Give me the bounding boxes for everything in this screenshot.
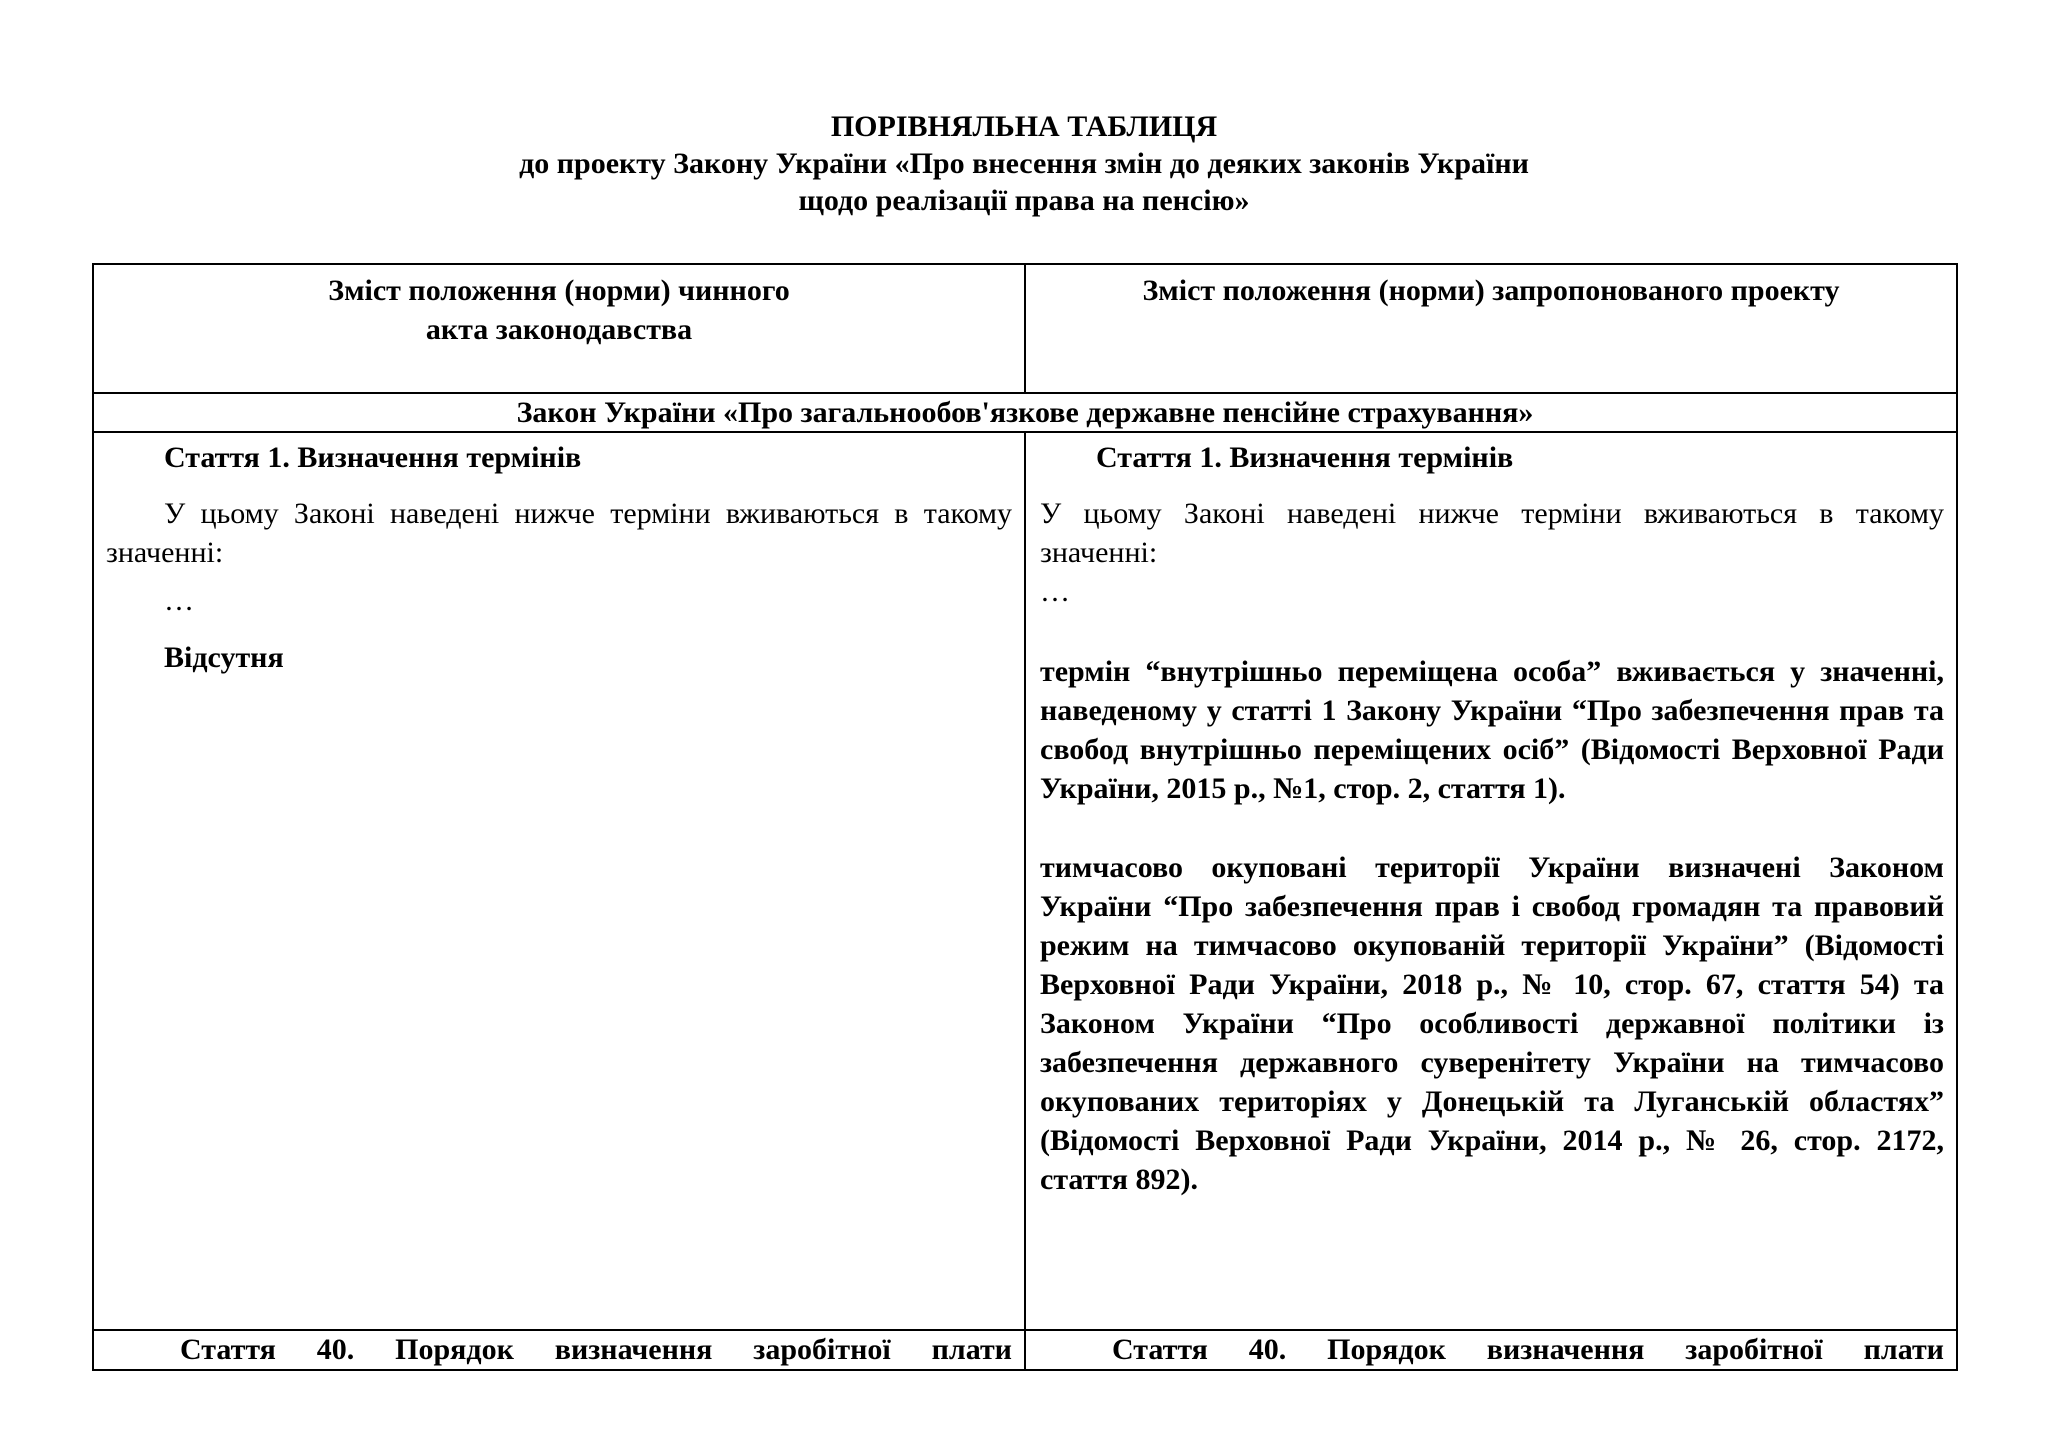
title-line-1: ПОРІВНЯЛЬНА ТАБЛИЦЯ	[830, 110, 1218, 143]
right-art40-word: плати	[1863, 1333, 1944, 1366]
header-current-norm	[93, 264, 1025, 393]
header-left-line-2: акта законодавства	[425, 313, 693, 346]
left-art40-word: плати	[931, 1333, 1012, 1366]
current-norm-cell	[93, 432, 1025, 1330]
left-art40-word: заробітної	[753, 1333, 891, 1366]
comparison-table	[92, 263, 1958, 1371]
right-intro-paragraph: У цьому Законі наведені нижче терміни вживаються в такому значенні:	[1040, 497, 1944, 569]
left-intro-paragraph: У цьому Законі наведені нижче терміни вживаються в такому значенні:	[106, 497, 1012, 569]
law-title-row	[93, 393, 1957, 432]
law-title: Закон України «Про загальнообов'язкове державне пенсійне страхування»	[93, 393, 1957, 432]
title-line-3: щодо реалізації права на пенсію»	[798, 184, 1250, 217]
title-line-2: до проекту Закону України «Про внесення змін до деяких законів України	[519, 147, 1529, 180]
left-art40-word: Стаття	[180, 1333, 276, 1366]
right-art40-word: Порядок	[1327, 1333, 1446, 1366]
right-article-40-cell	[1025, 1330, 1957, 1370]
header-right-line: Зміст положення (норми) запропонованого проекту	[1142, 274, 1840, 307]
left-article-title: Стаття 1. Визначення термінів	[164, 441, 582, 474]
right-article-title: Стаття 1. Визначення термінів	[1096, 441, 1514, 474]
table-header-row	[93, 264, 1957, 393]
right-term-idp: термін “внутрішньо переміщена особа” вживається у значенні, наведеному у статті 1 Закону України “Про забезпечення прав та свобод внутрішньо переміщених осіб” (Відомості Верховної Ради України, 2015 р., №1, стор. 2, стаття 1).	[1040, 655, 1944, 805]
right-ellipsis: …	[1040, 575, 1070, 608]
article-40-row	[93, 1330, 1957, 1370]
left-art40-word: Порядок	[395, 1333, 514, 1366]
article-1-row	[93, 432, 1957, 1330]
header-proposed-norm	[1025, 264, 1957, 393]
right-art40-word: заробітної	[1685, 1333, 1823, 1366]
left-article-40-title	[94, 1331, 1024, 1369]
left-art40-word: 40.	[316, 1333, 355, 1366]
left-art40-word: визначення	[554, 1333, 713, 1366]
right-term-occupied-territories: тимчасово окуповані території України визначені Законом України “Про забезпечення прав і свобод громадян та правовий режим на тимчасово окупованій території України” (Відомості Верховної Ради України, 2018 р., № 10, стор. 67, стаття 54) та Законом України “Про особливості державної політики із забезпечення державного суверенітету України на тимчасово окупованих територіях у Донецькій та Луганській областях” (Відомості Верховної Ради України, 2014 р., № 26, стор. 2172, стаття 892).	[1040, 851, 1944, 1196]
proposed-norm-cell	[1025, 432, 1957, 1330]
left-ellipsis: …	[164, 584, 194, 617]
right-art40-word: 40.	[1248, 1333, 1287, 1366]
left-article-40-cell	[93, 1330, 1025, 1370]
header-left-line-1: Зміст положення (норми) чинного	[328, 274, 790, 307]
left-absent-label: Відсутня	[164, 641, 284, 674]
right-art40-word: Стаття	[1112, 1333, 1208, 1366]
right-article-40-title	[1026, 1331, 1956, 1369]
document-title	[92, 108, 1956, 219]
right-art40-word: визначення	[1486, 1333, 1645, 1366]
